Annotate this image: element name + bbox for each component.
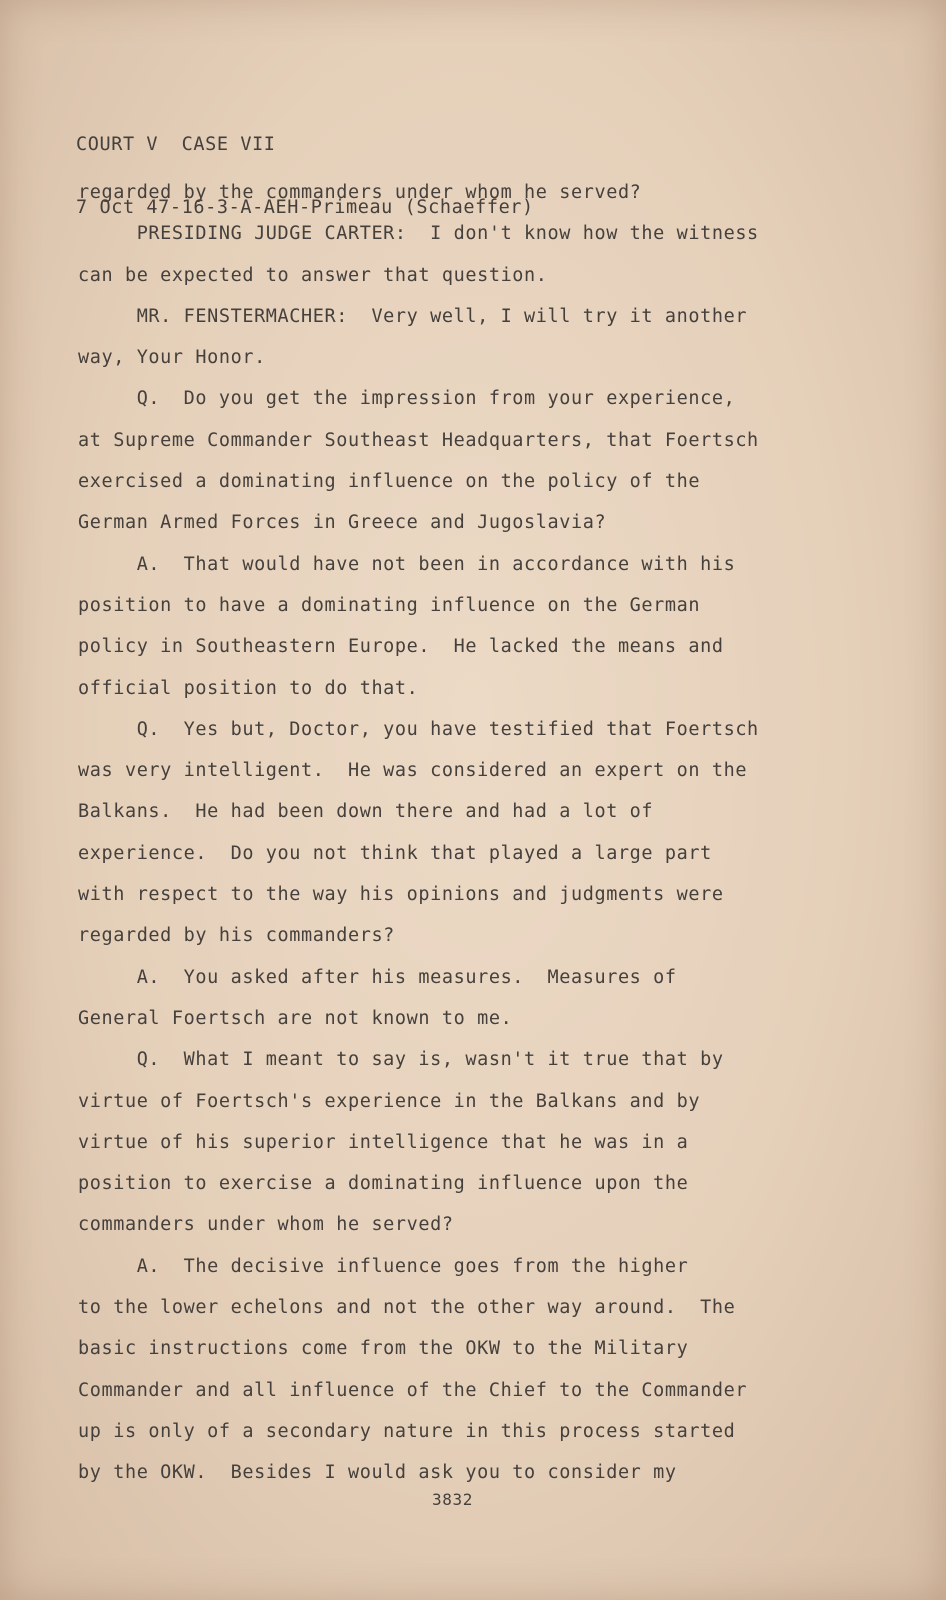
- transcript-line: Q. Do you get the impression from your experience,: [78, 388, 736, 410]
- transcript-line: Q. What I meant to say is, wasn't it true that by: [78, 1049, 724, 1071]
- transcript-line: A. That would have not been in accordance with his: [78, 553, 736, 575]
- header-court-case: COURT V CASE VII: [76, 134, 276, 155]
- transcript-line: by the OKW. Besides I would ask you to consider my: [78, 1462, 677, 1484]
- transcript-line: MR. FENSTERMACHER: Very well, I will try it another: [78, 305, 748, 327]
- header-date-reference: 7 Oct 47-16-3-A-AEH-Primeau (Schaeffer): [76, 197, 534, 218]
- transcript-line: experience. Do you not think that played a large part: [78, 842, 712, 864]
- transcript-line: to the lower echelons and not the other way around. The: [78, 1297, 736, 1319]
- transcript-line: exercised a dominating influence on the policy of the: [78, 471, 701, 493]
- transcript-line: official position to do that.: [78, 677, 419, 699]
- transcript-line: up is only of a secondary nature in this process started: [78, 1420, 736, 1442]
- transcript-line: with respect to the way his opinions and judgments were: [78, 884, 724, 906]
- transcript-line: A. The decisive influence goes from the higher: [78, 1255, 689, 1277]
- transcript-line: can be expected to answer that question.: [78, 264, 548, 286]
- transcript-line: position to exercise a dominating influence upon the: [78, 1173, 689, 1195]
- transcript-line: General Foertsch are not known to me.: [78, 1007, 513, 1029]
- transcript-line: commanders under whom he served?: [78, 1214, 454, 1236]
- transcript-line: virtue of Foertsch's experience in the Balkans and by: [78, 1090, 701, 1112]
- transcript-line: position to have a dominating influence on the German: [78, 594, 701, 616]
- transcript-body: [78, 172, 759, 1494]
- transcript-line: regarded by the commanders under whom he served?: [78, 182, 642, 203]
- transcript-line: Balkans. He had been down there and had a lot of: [78, 801, 654, 823]
- transcript-line: policy in Southeastern Europe. He lacked the means and: [78, 636, 724, 658]
- transcript-line: PRESIDING JUDGE CARTER: I don't know how the witness: [78, 223, 759, 245]
- transcript-line: virtue of his superior intelligence that he was in a: [78, 1131, 689, 1153]
- transcript-line: was very intelligent. He was considered an expert on the: [78, 760, 748, 782]
- transcript-line: regarded by his commanders?: [78, 925, 395, 947]
- transcript-line: way, Your Honor.: [78, 347, 266, 369]
- page-number: 3832: [432, 1490, 473, 1509]
- transcript-line: A. You asked after his measures. Measures of: [78, 966, 677, 988]
- transcript-line: Commander and all influence of the Chief to the Commander: [78, 1379, 748, 1401]
- transcript-line: basic instructions come from the OKW to the Military: [78, 1338, 689, 1360]
- transcript-line: Q. Yes but, Doctor, you have testified that Foertsch: [78, 718, 759, 740]
- transcript-line: at Supreme Commander Southeast Headquarters, that Foertsch: [78, 429, 759, 451]
- transcript-line: German Armed Forces in Greece and Jugoslavia?: [78, 512, 607, 534]
